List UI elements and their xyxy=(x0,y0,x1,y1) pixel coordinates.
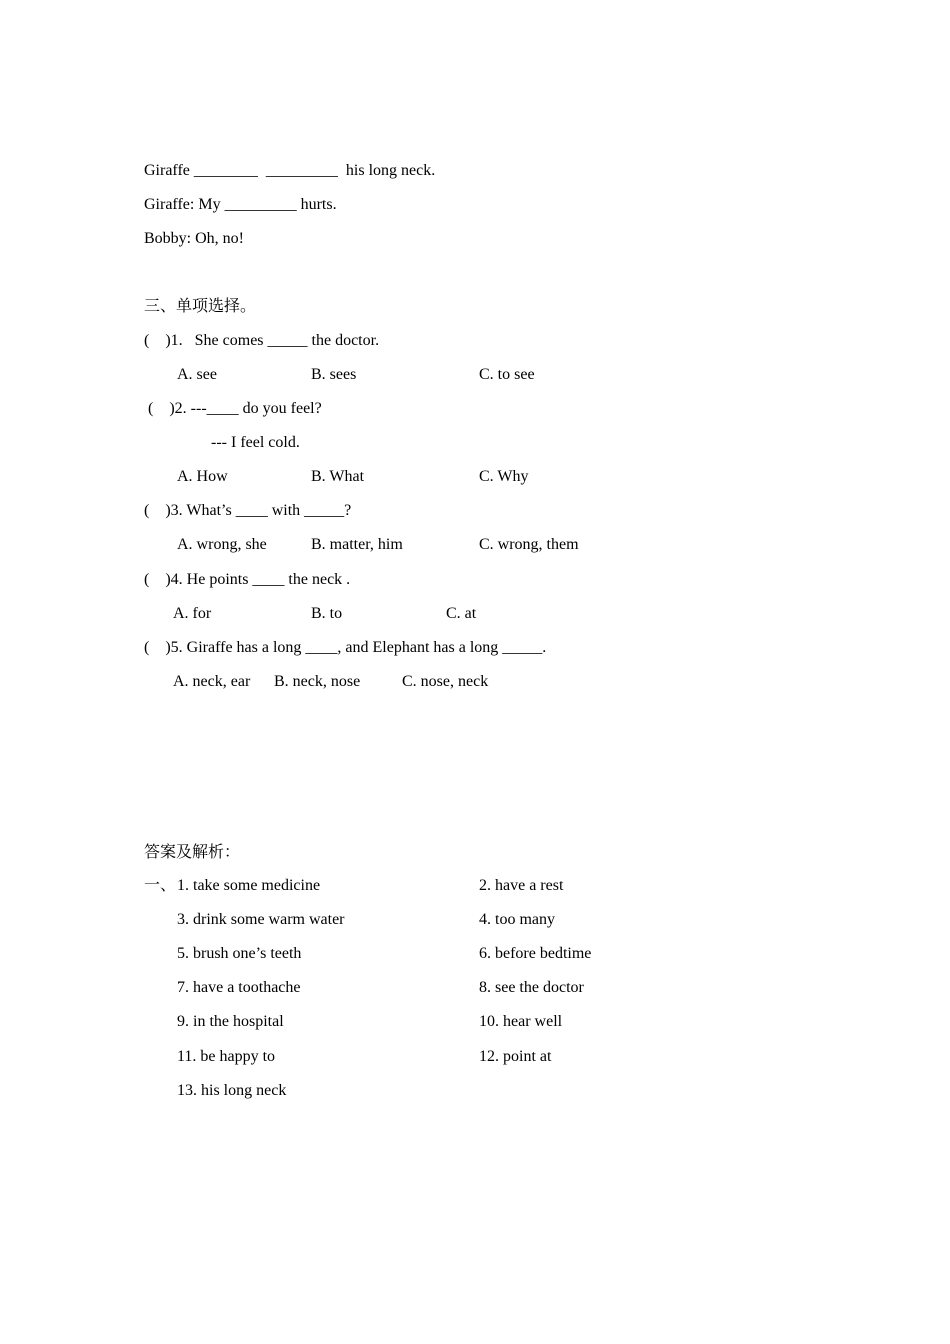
answer-item: 8. see the doctor xyxy=(479,979,584,996)
answer-item: 6. before bedtime xyxy=(479,945,592,962)
question-5-option-a: A. neck, ear xyxy=(173,673,251,690)
question-4-option-a: A. for xyxy=(173,605,212,622)
question-3-option-a: A. wrong, she xyxy=(177,536,267,553)
answer-item: 5. brush one’s teeth xyxy=(177,945,302,962)
answers-heading: 答案及解析： xyxy=(144,844,241,861)
answer-item: 1. take some medicine xyxy=(177,877,321,894)
answer-item: 3. drink some warm water xyxy=(177,911,345,928)
question-2-reply: --- I feel cold. xyxy=(211,434,300,451)
question-2-option-a: A. How xyxy=(177,468,228,485)
section-heading: 三、单项选择。 xyxy=(144,298,257,315)
question-2-option-b: B. What xyxy=(311,468,365,485)
question-4-stem: ( )4. He points ____ the neck . xyxy=(144,571,351,588)
answer-item: 4. too many xyxy=(479,911,555,928)
question-1-option-a: A. see xyxy=(177,366,217,383)
question-4-option-c: C. at xyxy=(446,605,477,622)
answer-item: 12. point at xyxy=(479,1048,552,1065)
question-1-option-b: B. sees xyxy=(311,366,357,383)
dialogue-line-2: Giraffe: My _________ hurts. xyxy=(144,196,337,213)
question-5-stem: ( )5. Giraffe has a long ____, and Elephant has a long _____. xyxy=(144,639,547,656)
question-3-stem: ( )3. What’s ____ with _____? xyxy=(144,502,352,519)
answer-item: 11. be happy to xyxy=(177,1048,276,1065)
answer-item: 13. his long neck xyxy=(177,1082,287,1099)
dialogue-line-1: Giraffe ________ _________ his long neck. xyxy=(144,162,436,179)
question-3-option-b: B. matter, him xyxy=(311,536,403,553)
question-5-option-b: B. neck, nose xyxy=(274,673,361,690)
question-5-option-c: C. nose, neck xyxy=(402,673,489,690)
question-2-stem: ( )2. ---____ do you feel? xyxy=(148,400,322,417)
answer-item: 7. have a toothache xyxy=(177,979,301,996)
question-1-option-c: C. to see xyxy=(479,366,535,383)
question-4-option-b: B. to xyxy=(311,605,343,622)
answer-item: 9. in the hospital xyxy=(177,1013,284,1030)
dialogue-line-3: Bobby: Oh, no! xyxy=(144,230,244,247)
question-2-option-c: C. Why xyxy=(479,468,529,485)
answers-prefix: 一、 xyxy=(144,877,177,894)
answer-item: 2. have a rest xyxy=(479,877,564,894)
question-1-stem: ( )1. She comes _____ the doctor. xyxy=(144,332,380,349)
answer-item: 10. hear well xyxy=(479,1013,563,1030)
question-3-option-c: C. wrong, them xyxy=(479,536,579,553)
